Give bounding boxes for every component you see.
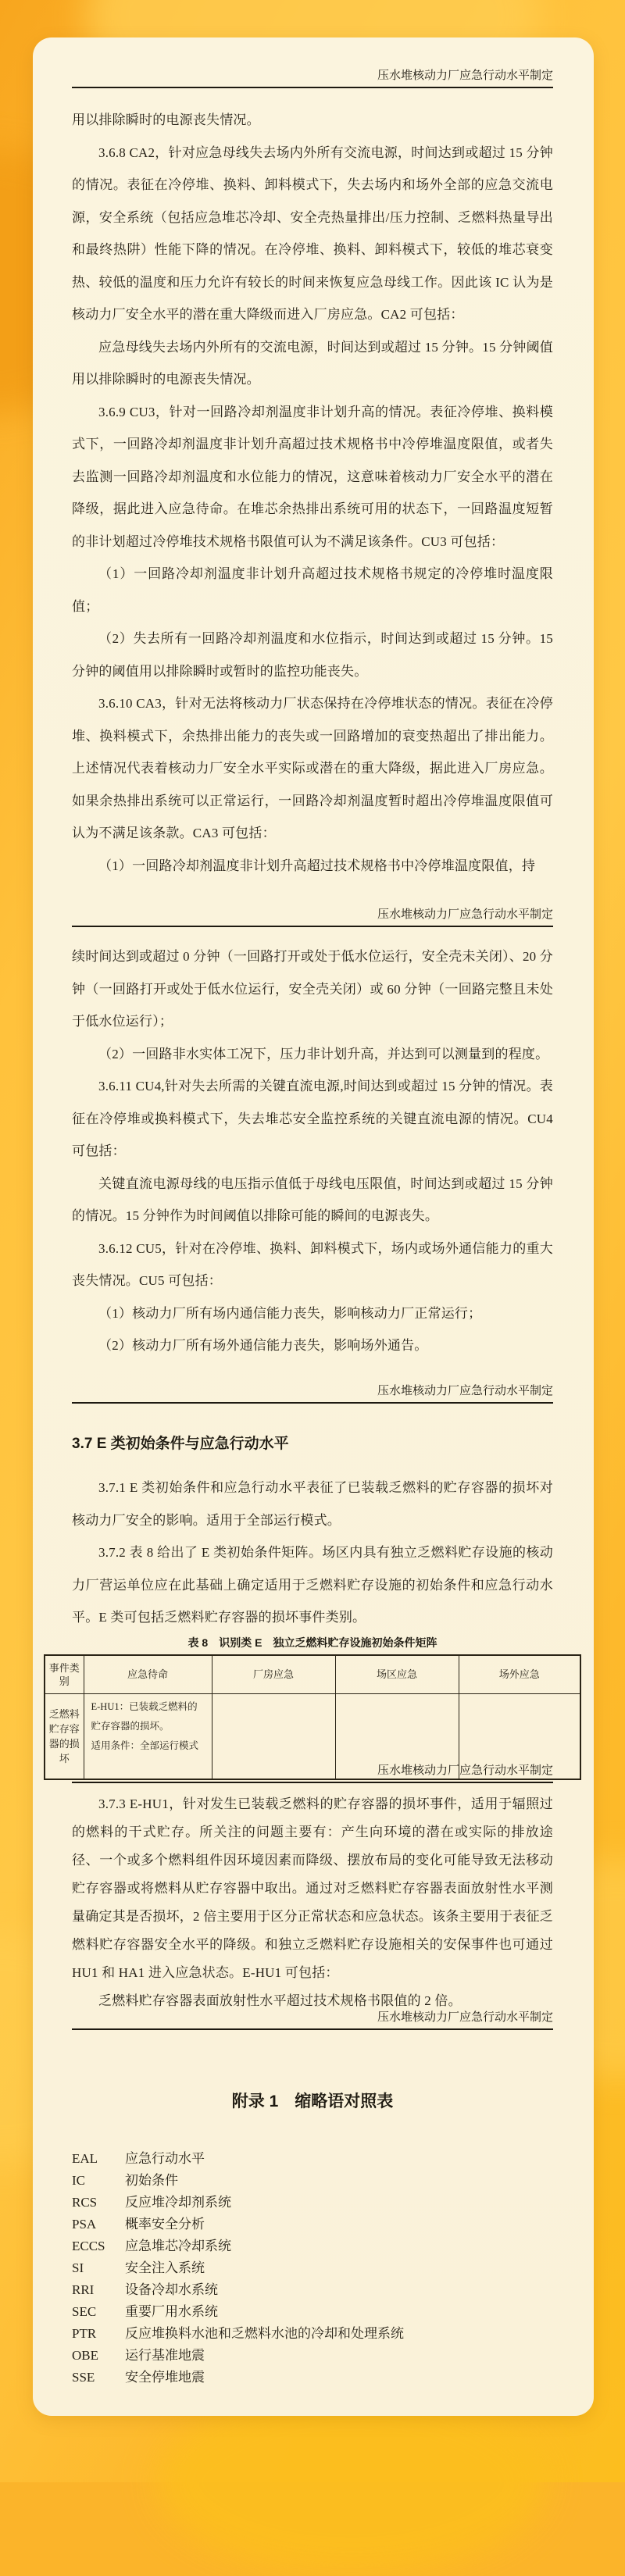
body-paragraph: 3.6.12 CU5，针对在冷停堆、换料、卸料模式下，场内或场外通信能力的重大丧失情况。CU5 可包括： xyxy=(72,1240,553,1288)
abbr-item xyxy=(72,2323,553,2345)
abbr-code: OBE xyxy=(72,2348,98,2363)
abbr-code: IC xyxy=(72,2173,85,2188)
running-header-text: 压水堆核动力厂应急行动水平制定 xyxy=(377,70,553,82)
table-column-header: 厂房应急 xyxy=(212,1655,335,1694)
running-header-page1 xyxy=(72,69,553,88)
abbr-code: RRI xyxy=(72,2282,95,2297)
abbr-item xyxy=(72,2148,553,2170)
page2-body xyxy=(72,940,553,1362)
background-blob-bottom xyxy=(156,2389,547,2576)
body-paragraph: 续时间达到或超过 0 分钟（一回路打开或处于低水位运行，安全壳未关闭）、20 分钟（一回路打开或处于低水位运行，安全壳关闭）或 60 分钟（一回路完整且未处于低水位运行）； xyxy=(72,949,553,1029)
abbr-full: 反应堆换料水池和乏燃料水池的冷却和处理系统 xyxy=(125,2326,404,2341)
body-paragraph: 3.6.11 CU4,针对失去所需的关键直流电源,时间达到或超过 15 分钟的情况。表征在冷停堆或换料模式下，失去堆芯安全监控系统的关键直流电源的情况。CU4 可包括： xyxy=(72,1079,553,1158)
running-header-text: 压水堆核动力厂应急行动水平制定 xyxy=(377,1385,553,1397)
table-header-row xyxy=(45,1655,580,1694)
abbr-item xyxy=(72,2214,553,2235)
body-paragraph: 乏燃料贮存容器表面放射性水平超过技术规格书限值的 2 倍。 xyxy=(98,1993,462,2008)
page3-body xyxy=(48,1432,553,1780)
body-paragraph: 3.7.2 表 8 给出了 E 类初始条件矩阵。场区内具有独立乏燃料贮存设施的核动力厂营运单位应在此基础上确定适用于乏燃料贮存设施的初始条件和应急行动水平。E 类可包括乏燃料贮存容器的损坏事件类别。 xyxy=(72,1545,553,1625)
abbr-full: 安全停堆地震 xyxy=(125,2370,205,2385)
abbr-full: 初始条件 xyxy=(125,2173,178,2188)
abbr-full: 重要厂用水系统 xyxy=(125,2304,218,2319)
abbr-item xyxy=(72,2235,553,2257)
abbr-item xyxy=(72,2170,553,2192)
abbr-code: SSE xyxy=(72,2370,95,2385)
abbr-code: RCS xyxy=(72,2195,98,2210)
body-paragraph: 3.7.3 E-HU1，针对发生已装载乏燃料的贮存容器的损坏事件，适用于辐照过的燃料的干式贮存。所关注的问题主要有：产生向环境的潜在或实际的排放途径、一个或多个燃料组件因环境因素而降级、摆放布局的变化可能导致无法移动贮存容器或将燃料从贮存容器中取出。通过对乏燃料贮存容器表面放射性水平测量确定其是否损坏，2 倍主要用于区分正常状态和应急状态。该条主要用于表征乏燃料贮存容器安全水平的降级。和独立乏燃料贮存设施相关的安保事件也可通过 HU1 和 HA1 进入应急状态。E-HU1 可包括： xyxy=(72,1796,553,1980)
body-paragraph: 3.6.8 CA2，针对应急母线失去场内外所有交流电源，时间达到或超过 15 分钟的情况。表征在冷停堆、换料、卸料模式下，失去场内和场外全部的应急交流电源，安全系统（包括应急堆芯冷却、安全壳热量排出/压力控制、乏燃料热量导出和最终热阱）性能下降的情况。在冷停堆、换料、卸料模式下，较低的堆芯衰变热、较低的温度和压力允许有较长的时间来恢复应急母线工作。因此该 IC 认为是核动力厂安全水平的潜在重大降级而进入厂房应急。CA2 可包括： xyxy=(72,144,553,322)
body-paragraph: 关键直流电源母线的电压指示值低于母线电压限值，时间达到或超过 15 分钟的情况。15 分钟作为时间阈值以排除可能的瞬间的电源丧失。 xyxy=(72,1176,553,1223)
abbr-item xyxy=(72,2279,553,2301)
abbr-full: 运行基准地震 xyxy=(125,2348,205,2363)
table-column-header: 应急待命 xyxy=(84,1655,212,1694)
section-heading: 3.7 E 类初始条件与应急行动水平 xyxy=(72,1436,289,1452)
body-paragraph: 应急母线失去场内外所有的交流电源，时间达到或超过 15 分钟。15 分钟阈值用以排除瞬时的电源丧失情况。 xyxy=(72,339,553,387)
body-paragraph: （2）核动力厂所有场外通信能力丧失，影响场外通告。 xyxy=(98,1338,428,1353)
running-header-text: 压水堆核动力厂应急行动水平制定 xyxy=(377,908,553,921)
abbr-item xyxy=(72,2257,553,2279)
table-column-header: 场区应急 xyxy=(335,1655,459,1694)
abbr-code: EAL xyxy=(72,2151,98,2166)
abbr-full: 应急堆芯冷却系统 xyxy=(125,2239,231,2253)
abbr-code: SEC xyxy=(72,2304,97,2319)
body-paragraph: 3.6.10 CA3，针对无法将核动力厂状态保持在冷停堆状态的情况。表征在冷停堆、换料模式下，余热排出能力的丧失或一回路增加的衰变热超出了排出能力。上述情况代表着核动力厂安全水平实际或潜在的重大降级，据此进入厂房应急。如果余热排出系统可以正常运行，一回路冷却剂温度暂时超出冷停堆温度限值可认为不满足该条款。CA3 可包括： xyxy=(72,696,553,840)
ic-matrix-table xyxy=(44,1654,581,1780)
abbr-full: 设备冷却水系统 xyxy=(125,2282,218,2297)
document-sheet xyxy=(33,37,594,2416)
running-header-page2 xyxy=(72,908,553,927)
page4-body xyxy=(72,1790,553,2015)
page1-body xyxy=(72,104,553,882)
body-paragraph: 3.7.1 E 类初始条件和应急行动水平表征了已装载乏燃料的贮存容器的损坏对核动力厂安全的影响。适用于全部运行模式。 xyxy=(72,1480,553,1528)
abbr-item xyxy=(72,2345,553,2367)
table-head xyxy=(45,1655,580,1694)
page5-body xyxy=(72,2090,553,2389)
abbr-item xyxy=(72,2192,553,2214)
abbr-code: PTR xyxy=(72,2326,97,2341)
table-cell-event-category: 乏燃料贮存容器的损坏 xyxy=(45,1693,84,1779)
table-cell-line: 适用条件：全部运行模式 xyxy=(91,1739,199,1751)
abbreviation-list xyxy=(72,2148,553,2389)
body-paragraph: （1）核动力厂所有场内通信能力丧失，影响核动力厂正常运行； xyxy=(98,1305,482,1321)
running-header-page4 xyxy=(72,1764,553,1783)
appendix-title: 附录 1 缩略语对照表 xyxy=(231,2093,394,2110)
table-column-header: 事件类别 xyxy=(45,1655,84,1694)
body-paragraph: （1）一回路冷却剂温度非计划升高超过技术规格书中冷停堆温度限值，持 xyxy=(98,858,536,873)
running-header-page3 xyxy=(72,1384,553,1404)
running-header-page5 xyxy=(72,2010,553,2030)
abbr-item xyxy=(72,2367,553,2389)
running-header-text: 压水堆核动力厂应急行动水平制定 xyxy=(377,2011,553,2024)
abbr-code: SI xyxy=(72,2260,84,2275)
table-caption: 表 8 识别类 E 独立乏燃料贮存设施初始条件矩阵 xyxy=(188,1636,438,1649)
body-paragraph: （1）一回路冷却剂温度非计划升高超过技术规格书规定的冷停堆时温度限值； xyxy=(72,566,553,614)
running-header-text: 压水堆核动力厂应急行动水平制定 xyxy=(377,1764,553,1777)
abbr-full: 概率安全分析 xyxy=(125,2217,205,2232)
abbr-full: 反应堆冷却剂系统 xyxy=(125,2195,231,2210)
abbr-item xyxy=(72,2301,553,2323)
abbr-code: PSA xyxy=(72,2217,97,2232)
table-column-header: 场外应急 xyxy=(459,1655,580,1694)
body-paragraph: （2）失去所有一回路冷却剂温度和水位指示，时间达到或超过 15 分钟。15 分钟的阈值用以排除瞬时或暂时的监控功能丧失。 xyxy=(72,631,553,679)
abbr-full: 安全注入系统 xyxy=(125,2260,205,2275)
body-paragraph: （2）一回路非水实体工况下，压力非计划升高，并达到可以测量到的程度。 xyxy=(98,1046,549,1061)
body-paragraph: 用以排除瞬时的电源丧失情况。 xyxy=(72,112,260,127)
body-paragraph: 3.6.9 CU3，针对一回路冷却剂温度非计划升高的情况。表征冷停堆、换料模式下，一回路冷却剂温度非计划升高超过技术规格书中冷停堆温度限值，或者失去监测一回路冷却剂温度和水位能力的情况，这意味着核动力厂安全水平的潜在降级，据此进入应急待命。在堆芯余热排出系统可用的状态下，一回路温度短暂的非计划超过冷停堆技术规格书限值可认为不满足该条件。CU3 可包括： xyxy=(72,404,553,549)
abbr-code: ECCS xyxy=(72,2239,105,2253)
abbr-full: 应急行动水平 xyxy=(125,2151,205,2166)
table-cell-line: E-HU1：已装载乏燃料的贮存容器的损坏。 xyxy=(91,1700,198,1732)
